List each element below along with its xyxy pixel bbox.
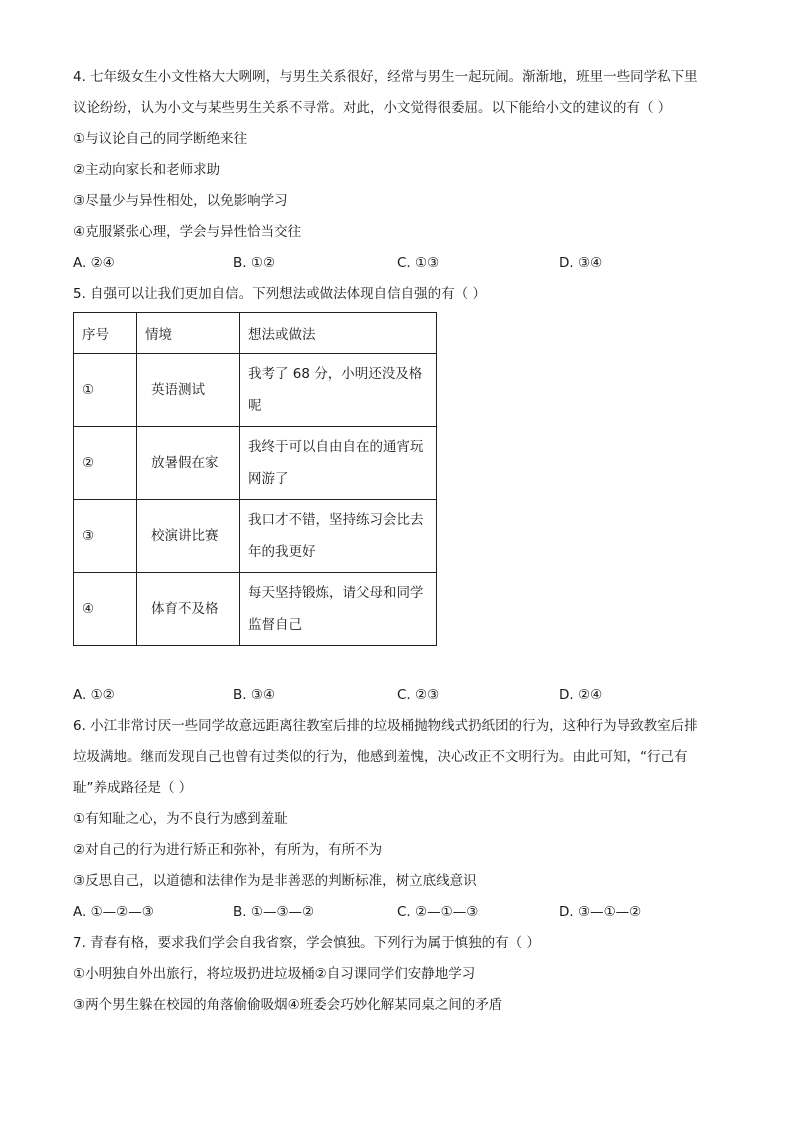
q6-stem-line-1: 6. 小江非常讨厌一些同学故意远距离往教室后排的垃圾桶抛物线式扔纸团的行为，这种行为导致教室后排: [73, 718, 698, 734]
header-scene: 情境: [137, 313, 240, 354]
q4-option-c: C. ①③: [397, 255, 440, 271]
q6-stem-line-3: 耻”养成路径是（ ）: [73, 780, 193, 796]
table-row: [74, 500, 437, 573]
q6-item-2: ②对自己的行为进行矫正和弥补，有所为，有所不为: [73, 842, 383, 858]
row-number: ①: [74, 354, 137, 427]
q7-item-line-2: ③两个男生躲在校园的角落偷偷吸烟④班委会巧妙化解某同桌之间的矛盾: [73, 997, 503, 1013]
row-action-line-2: 监督自己: [248, 617, 302, 633]
question-5: [73, 279, 733, 711]
q5-stem: 5. 自强可以让我们更加自信。下列想法或做法体现自信自强的有（ ）: [73, 286, 486, 302]
row-action-line-1: 我口才不错，坚持练习会比去: [248, 512, 424, 528]
header-action: 想法或做法: [240, 313, 437, 354]
row-action: [240, 573, 437, 646]
q6-item-1: ①有知耻之心，为不良行为感到羞耻: [73, 811, 288, 827]
row-action: [240, 354, 437, 427]
q5-option-b: B. ③④: [233, 687, 276, 703]
q4-item-1: ①与议论自己的同学断绝来往: [73, 131, 248, 147]
table-row: [74, 573, 437, 646]
row-action-line-2: 网游了: [248, 471, 289, 487]
q4-item-2: ②主动向家长和老师求助: [73, 162, 221, 178]
q6-option-d: D. ③—①—②: [559, 904, 642, 920]
q4-option-d: D. ③④: [559, 255, 603, 271]
q5-option-c: C. ②③: [397, 687, 440, 703]
header-number: 序号: [74, 313, 137, 354]
row-scene: 放暑假在家: [137, 427, 240, 500]
row-action-line-2: 呢: [248, 398, 262, 414]
q4-item-3: ③尽量少与异性相处，以免影响学习: [73, 193, 288, 209]
exam-page: [73, 62, 733, 1021]
q4-option-a: A. ②④: [73, 255, 115, 271]
row-action-line-2: 年的我更好: [248, 544, 316, 560]
q6-item-3: ③反思自己，以道德和法律作为是非善恶的判断标准，树立底线意识: [73, 873, 477, 889]
q4-option-b: B. ①②: [233, 255, 276, 271]
table-header-row: [74, 313, 437, 354]
row-scene: 英语测试: [137, 354, 240, 427]
q7-stem: 7. 青春有格，要求我们学会自我省察，学会慎独。下列行为属于慎独的有（ ）: [73, 935, 540, 951]
row-number: ③: [74, 500, 137, 573]
row-action-line-1: 我终于可以自由自在的通宵玩: [248, 439, 424, 455]
q5-option-d: D. ②④: [559, 687, 603, 703]
row-scene: 校演讲比赛: [137, 500, 240, 573]
q4-options: [73, 248, 733, 279]
question-7: [73, 928, 733, 1021]
row-action: [240, 427, 437, 500]
row-scene: 体育不及格: [137, 573, 240, 646]
q6-option-b: B. ①—③—②: [233, 904, 315, 920]
q6-option-a: A. ①—②—③: [73, 904, 154, 920]
q6-option-c: C. ②—①—③: [397, 904, 479, 920]
question-6: [73, 711, 733, 928]
table-row: [74, 427, 437, 500]
q6-stem-line-2: 垃圾满地。继而发现自己也曾有过类似的行为，他感到羞愧，决心改正不文明行为。由此可知，“行己有: [73, 749, 688, 765]
q6-options: [73, 897, 733, 928]
row-action-line-1: 每天坚持锻炼，请父母和同学: [248, 585, 424, 601]
q4-stem-line-2: 议论纷纷，认为小文与某些男生关系不寻常。对此，小文觉得很委屈。以下能给小文的建议的有（ ）: [73, 100, 672, 116]
question-4: [73, 62, 733, 279]
q5-option-a: A. ①②: [73, 687, 115, 703]
row-action: [240, 500, 437, 573]
table-row: [74, 354, 437, 427]
row-action-line-1: 我考了 68 分，小明还没及格: [248, 366, 423, 382]
row-number: ②: [74, 427, 137, 500]
row-number: ④: [74, 573, 137, 646]
q5-options: [73, 680, 733, 711]
q5-table: [73, 312, 437, 646]
q7-item-line-1: ①小明独自外出旅行，将垃圾扔进垃圾桶②自习课同学们安静地学习: [73, 966, 476, 982]
q4-item-4: ④克服紧张心理，学会与异性恰当交往: [73, 224, 302, 240]
q4-stem-line-1: 4. 七年级女生小文性格大大咧咧，与男生关系很好，经常与男生一起玩闹。渐渐地，班里一些同学私下里: [73, 69, 698, 85]
